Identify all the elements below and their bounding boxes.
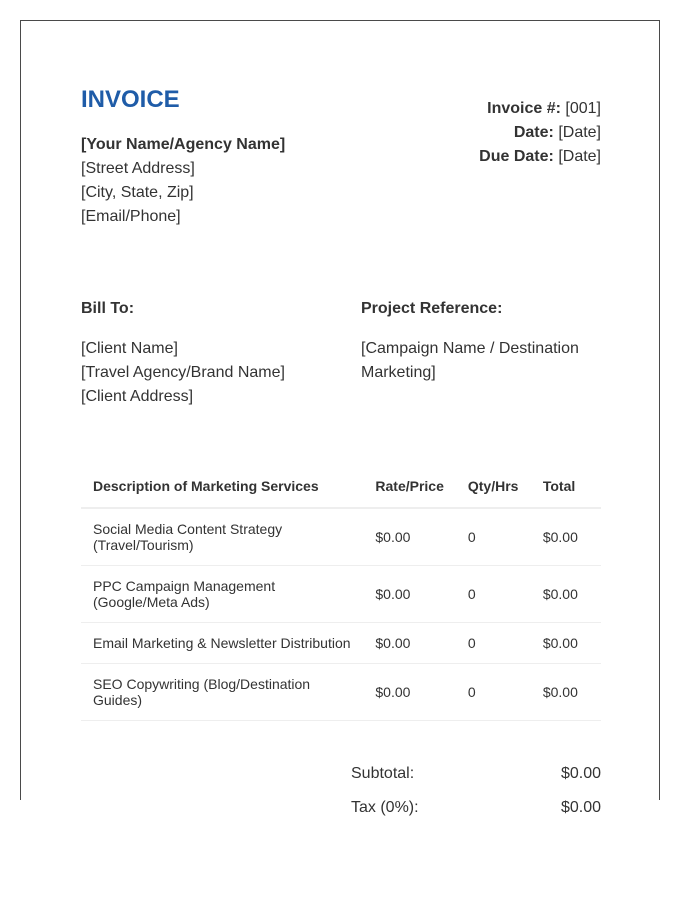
invoice-due-value: [Date]	[558, 148, 601, 165]
project-reference-text: [Campaign Name / Destination Marketing]	[361, 340, 579, 381]
client-name: [Client Name]	[81, 340, 178, 357]
row-rate: $0.00	[363, 623, 455, 664]
row-qty: 0	[456, 623, 531, 664]
tax-value: $0.00	[560, 799, 601, 816]
row-description: Social Media Content Strategy (Travel/Tourism)	[81, 508, 363, 566]
table-row	[81, 664, 601, 721]
row-total: $0.00	[531, 623, 601, 664]
row-rate: $0.00	[363, 664, 455, 721]
invoice-title: INVOICE	[81, 86, 180, 113]
row-total: $0.00	[531, 664, 601, 721]
row-total: $0.00	[531, 508, 601, 566]
sender-city: [City, State, Zip]	[81, 184, 194, 201]
row-rate: $0.00	[363, 508, 455, 566]
subtotal-value: $0.00	[560, 765, 601, 782]
header-rate: Rate/Price	[363, 465, 455, 508]
invoice-number-label: Invoice #:	[487, 100, 561, 117]
row-description: Email Marketing & Newsletter Distribution	[81, 623, 363, 664]
subtotal-row	[351, 763, 601, 797]
row-total: $0.00	[531, 566, 601, 623]
tax-label: Tax (0%):	[351, 799, 419, 816]
invoice-due-label: Due Date:	[479, 148, 554, 165]
row-description: PPC Campaign Management (Google/Meta Ads)	[81, 566, 363, 623]
row-qty: 0	[456, 508, 531, 566]
header-qty: Qty/Hrs	[456, 465, 531, 508]
tax-row	[351, 797, 601, 831]
subtotal-label: Subtotal:	[351, 765, 415, 782]
invoice-meta	[479, 97, 601, 169]
row-description: SEO Copywriting (Blog/Destination Guides)	[81, 664, 363, 721]
invoice-due-row	[479, 145, 601, 169]
invoice-date-row	[479, 121, 601, 145]
totals-block	[351, 763, 601, 831]
row-qty: 0	[456, 664, 531, 721]
bill-to-heading: Bill To:	[81, 300, 135, 317]
table-row	[81, 623, 601, 664]
table-header-row	[81, 465, 601, 508]
services-table	[81, 465, 601, 721]
project-reference-block	[361, 297, 601, 385]
bill-to-block	[81, 297, 341, 409]
client-address: [Client Address]	[81, 388, 194, 405]
invoice-page	[20, 20, 660, 816]
header-description: Description of Marketing Services	[81, 465, 363, 508]
row-qty: 0	[456, 566, 531, 623]
sender-contact: [Email/Phone]	[81, 208, 181, 225]
row-rate: $0.00	[363, 566, 455, 623]
table-row	[81, 566, 601, 623]
invoice-number-row	[479, 97, 601, 121]
invoice-number-value: [001]	[565, 100, 601, 117]
client-agency: [Travel Agency/Brand Name]	[81, 364, 285, 381]
sender-street: [Street Address]	[81, 160, 195, 177]
header-total: Total	[531, 465, 601, 508]
invoice-date-value: [Date]	[558, 124, 601, 141]
sender-name: [Your Name/Agency Name]	[81, 136, 286, 153]
project-reference-heading: Project Reference:	[361, 300, 503, 317]
invoice-date-label: Date:	[513, 124, 554, 141]
sender-info	[81, 133, 285, 229]
table-row	[81, 508, 601, 566]
